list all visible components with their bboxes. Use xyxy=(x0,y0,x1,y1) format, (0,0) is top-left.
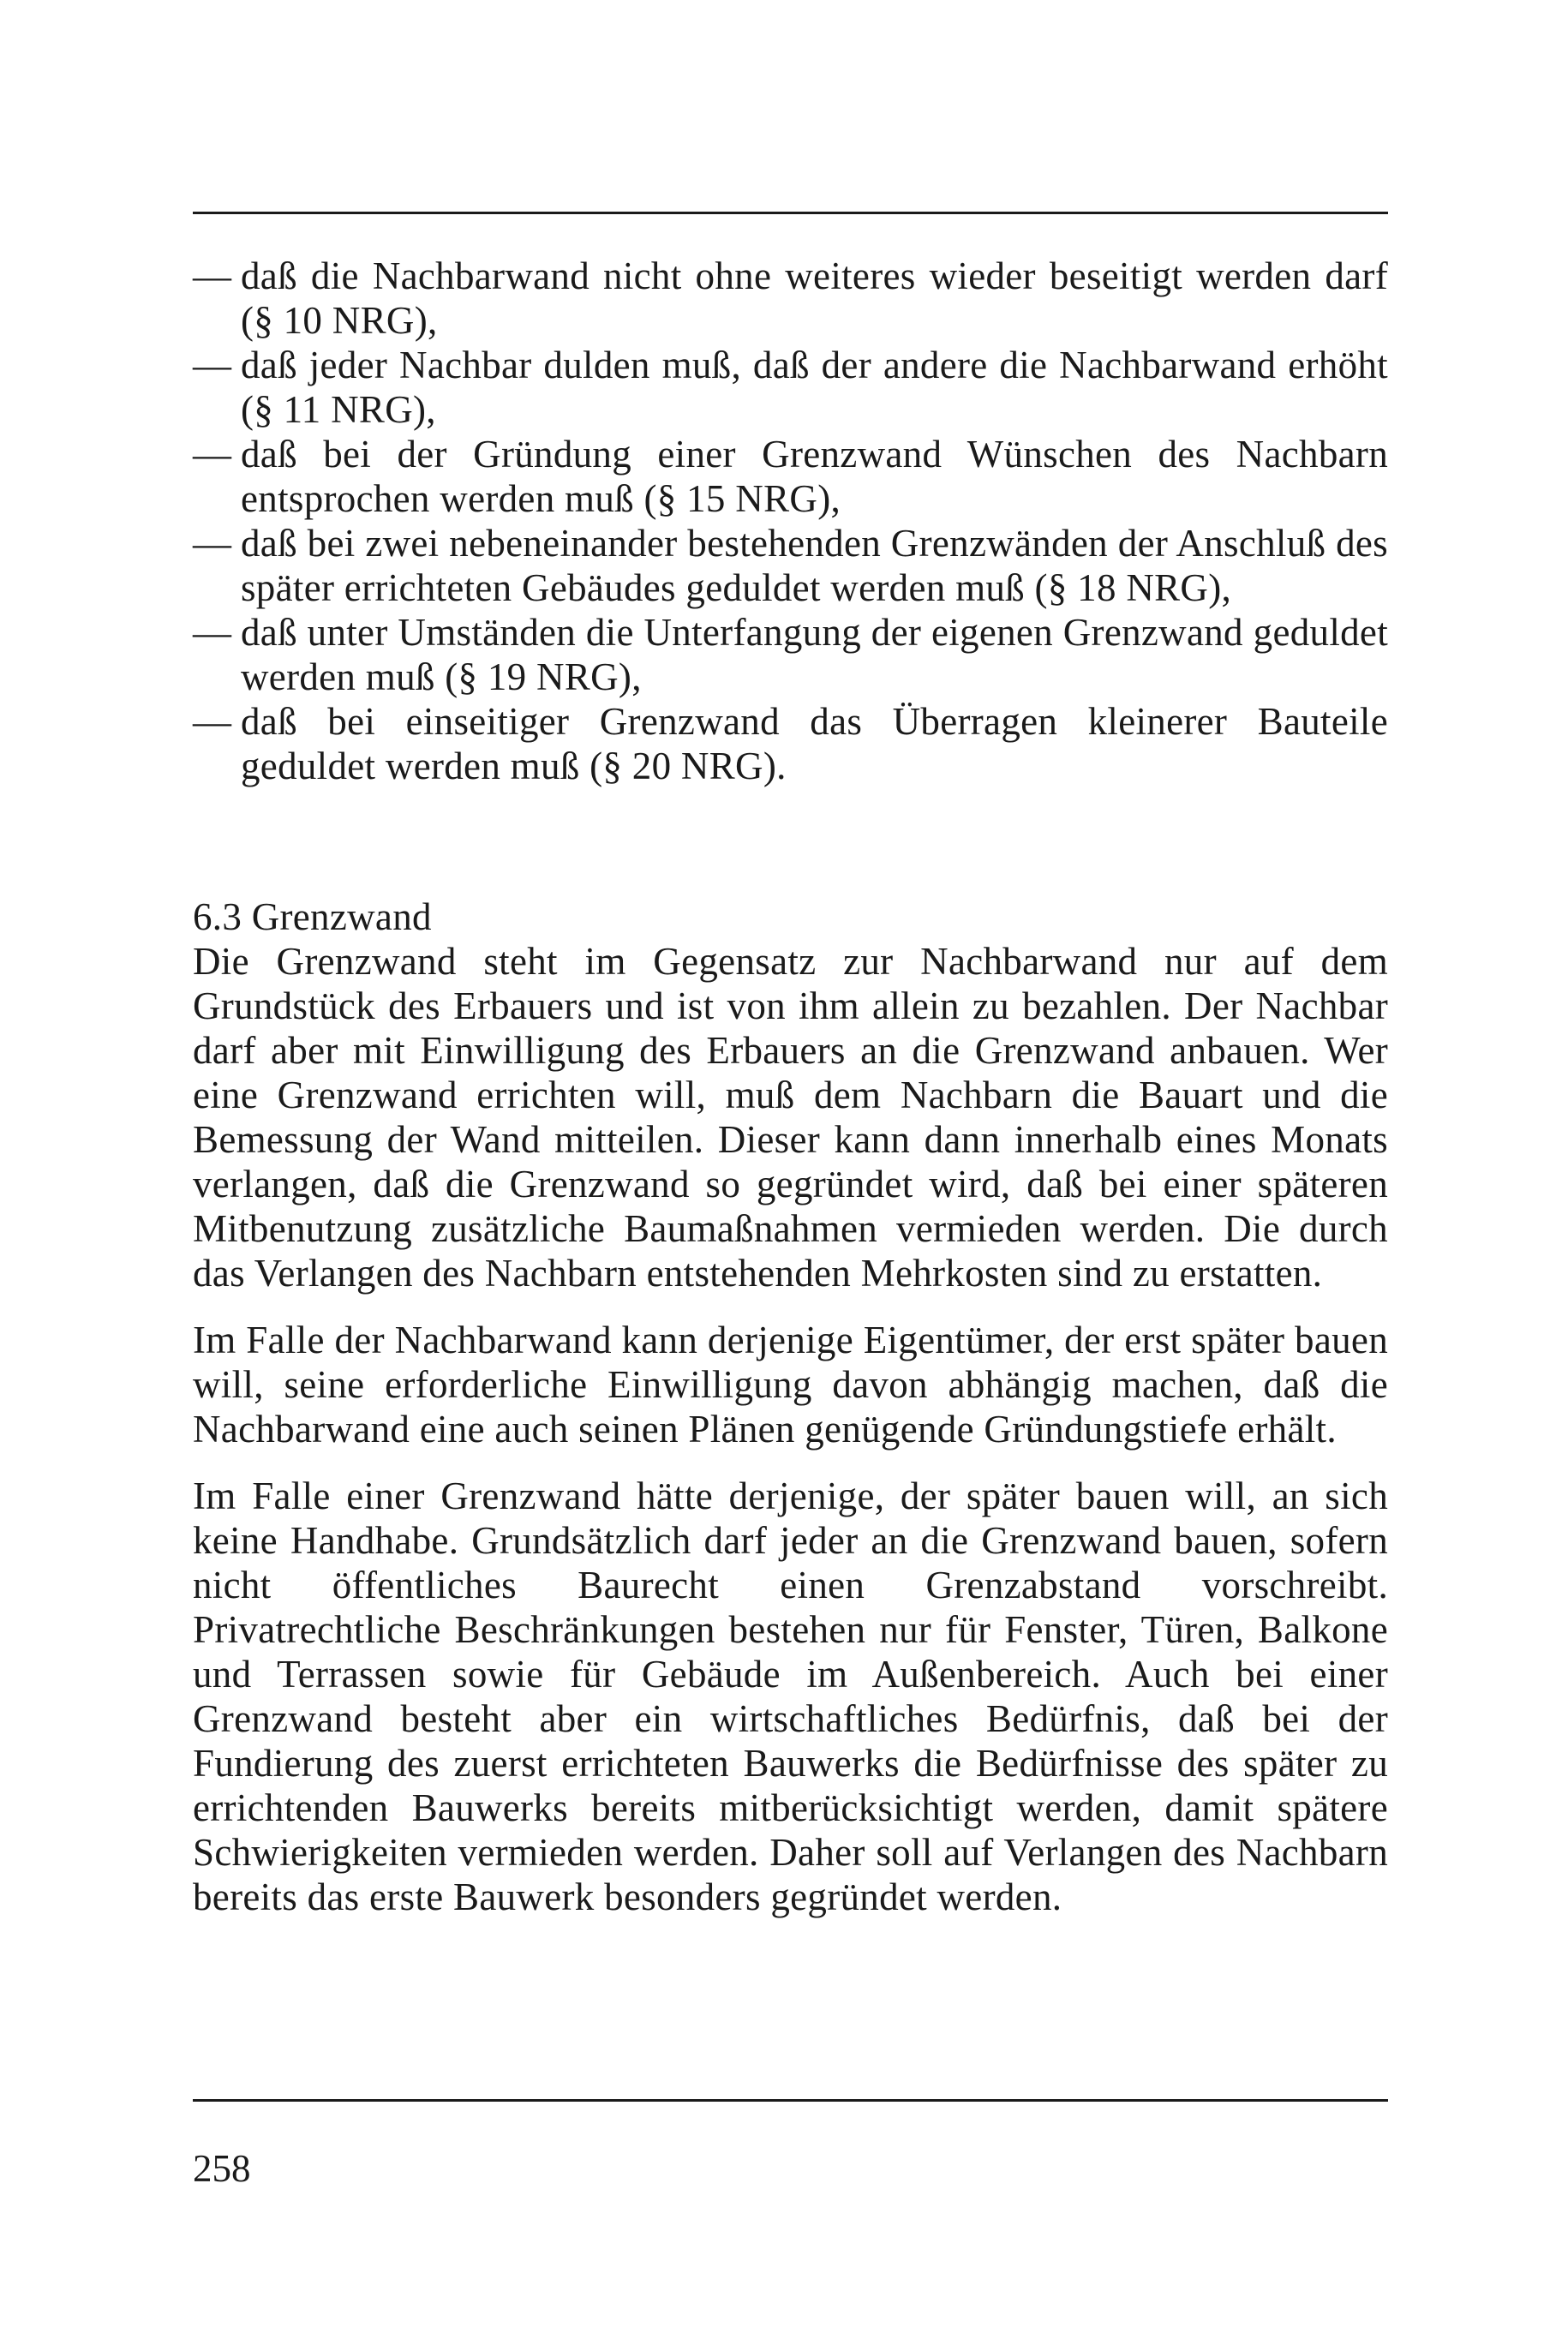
bullet-text: daß bei einseitiger Grenzwand das Überragen kleinerer Bauteile geduldet werden muß (§ 20 NRG). xyxy=(241,700,1388,787)
list-item xyxy=(193,610,1388,699)
bullet-dash: — xyxy=(193,611,232,654)
section-heading: 6.3 Grenzwand xyxy=(193,895,432,938)
paragraph: Die Grenzwand steht im Gegensatz zur Nachbarwand nur auf dem Grundstück des Erbauers und ist von ihm allein zu bezahlen. Der Nachbar darf aber mit Einwilligung des Erbauers an die Grenzwand anbauen. Wer eine Grenzwand errichten will, muß dem Nachbarn die Bauart und die Bemessung der Wand mitteilen. Dieser kann dann innerhalb eines Monats verlangen, daß die Grenzwand so gegründet wird, daß bei einer späteren Mitbenutzung zusätzliche Baumaßnahmen vermieden werden. Die durch das Verlangen des Nachbarn entstehenden Mehrkosten sind zu erstatten. xyxy=(193,940,1388,1295)
bullet-text: daß bei der Gründung einer Grenzwand Wünschen des Nachbarn entsprochen werden muß (§ 15 NRG), xyxy=(241,433,1388,520)
list-item xyxy=(193,521,1388,610)
top-rule xyxy=(193,212,1388,214)
section-grenzwand xyxy=(193,894,1388,1919)
bullet-dash: — xyxy=(193,433,232,476)
bullet-text: daß die Nachbarwand nicht ohne weiteres wieder beseitigt werden darf (§ 10 NRG), xyxy=(241,254,1388,342)
list-item xyxy=(193,343,1388,432)
paragraph: Im Falle der Nachbarwand kann derjenige Eigentümer, der erst später bauen will, seine erforderliche Einwilligung davon abhängig machen, daß die Nachbarwand eine auch seinen Plänen genügende Gründungstiefe erhält. xyxy=(193,1319,1388,1451)
bullet-dash: — xyxy=(193,254,232,297)
page-number: 258 xyxy=(193,2147,251,2190)
paragraph: Im Falle einer Grenzwand hätte derjenige, der später bauen will, an sich keine Handhabe. Grundsätzlich darf jeder an die Grenzwand bauen, sofern nicht öffentliches Baurecht einen Grenzabstand vorschreibt. Privatrechtliche Beschränkungen bestehen nur für Fenster, Türen, Balkone und Terrassen sowie für Gebäude im Außenbereich. Auch bei einer Grenzwand besteht aber ein wirtschaftliches Bedürfnis, daß bei der Fundierung des zuerst errichteten Bauwerks die Bedürfnisse des später zu errichtenden Bauwerks bereits mitberücksichtigt werden, damit spätere Schwierigkeiten vermieden werden. Daher soll auf Verlangen des Nachbarn bereits das erste Bauwerk besonders gegründet werden. xyxy=(193,1475,1388,1918)
bullet-list xyxy=(193,254,1388,788)
bullet-dash: — xyxy=(193,522,232,565)
bullet-text: daß unter Umständen die Unterfangung der eigenen Grenzwand geduldet werden muß (§ 19 NRG), xyxy=(241,611,1388,698)
bullet-text: daß bei zwei nebeneinander bestehenden Grenzwänden der Anschluß des später errichteten Gebäudes geduldet werden muß (§ 18 NRG), xyxy=(241,522,1388,609)
list-item xyxy=(193,699,1388,788)
bottom-rule xyxy=(193,2099,1388,2102)
list-item xyxy=(193,432,1388,521)
bullet-dash: — xyxy=(193,700,232,743)
bullet-text: daß jeder Nachbar dulden muß, daß der andere die Nachbarwand erhöht (§ 11 NRG), xyxy=(241,344,1388,431)
bullet-dash: — xyxy=(193,344,232,386)
list-item xyxy=(193,254,1388,343)
